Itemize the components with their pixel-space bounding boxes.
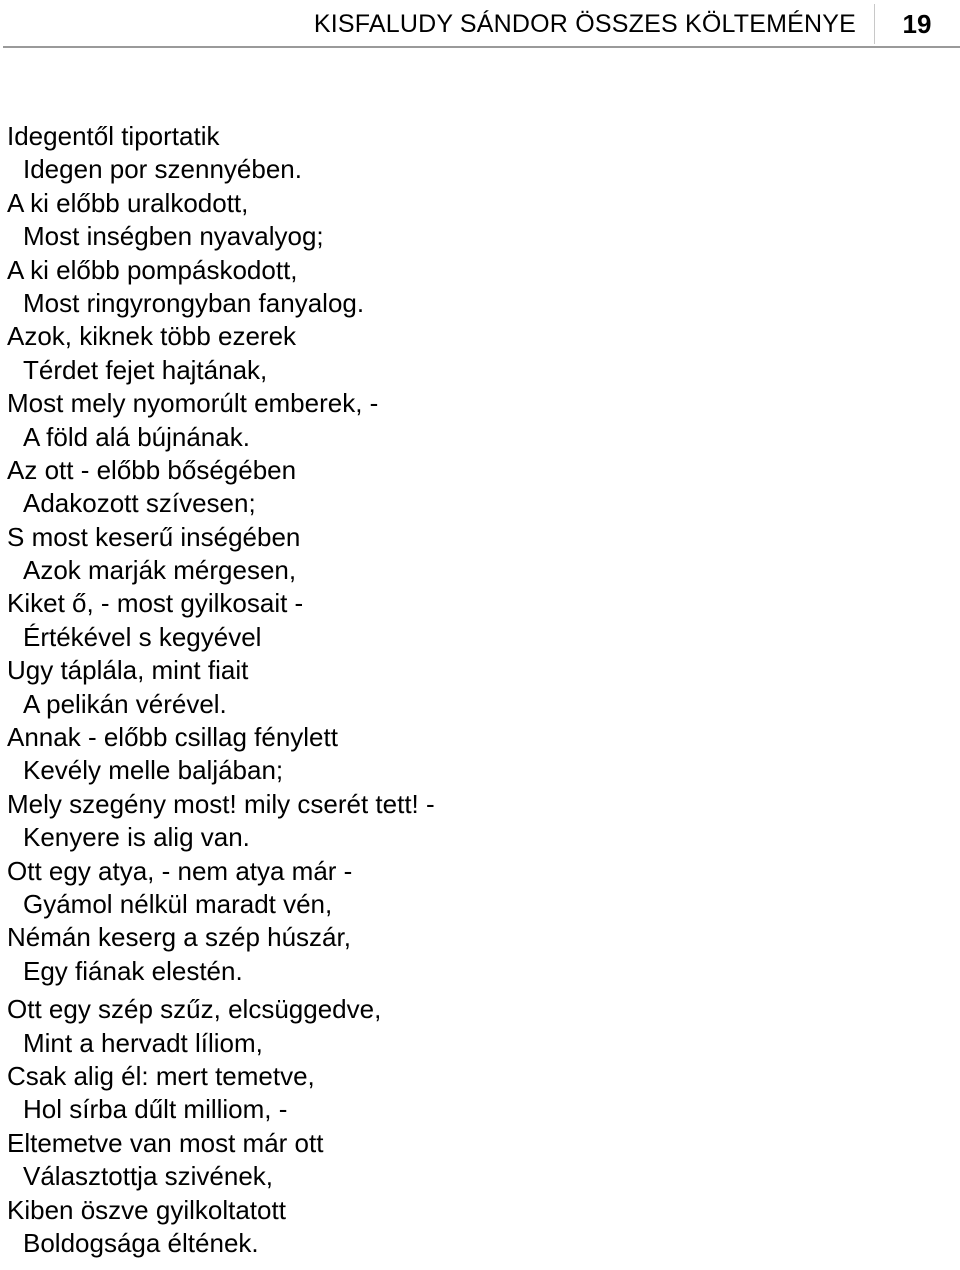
poem-line: A föld alá bújnának. — [23, 421, 250, 452]
poem-line: Most mely nyomorúlt emberek, - — [7, 388, 379, 419]
poem-line: Némán keserg a szép húszár, — [7, 922, 351, 953]
poem-line: Hol sírba dűlt milliom, - — [23, 1094, 288, 1125]
poem-line: Eltemetve van most már ott — [7, 1127, 324, 1158]
page-header — [0, 0, 960, 48]
poem-line: Kevély melle baljában; — [23, 755, 284, 786]
poem-line: Az ott - előbb bőségében — [7, 454, 297, 485]
poem-line: Gyámol nélkül maradt vén, — [23, 888, 333, 919]
poem-line: Adakozott szívesen; — [23, 488, 256, 519]
header-rule — [3, 46, 960, 48]
poem-line: Annak - előbb csillag fénylett — [7, 722, 338, 753]
poem-line: Boldogsága éltének. — [23, 1227, 259, 1258]
poem-line: Ott egy atya, - nem atya már - — [7, 855, 353, 886]
poem-line: Kiket ő, - most gyilkosait - — [7, 588, 304, 619]
poem-line: Azok, kiknek több ezerek — [7, 321, 297, 352]
poem-line: Választottja szivének, — [23, 1161, 274, 1192]
page-number: 19 — [902, 9, 932, 39]
poem-line: Idegen por szennyében. — [23, 154, 302, 185]
poem-line: Kiben öszve gyilkoltatott — [7, 1194, 286, 1225]
poem-line: Mint a hervadt líliom, — [23, 1027, 263, 1058]
poem-line: Egy fiának elestén. — [23, 955, 243, 986]
poem-line: Most inségben nyavalyog; — [23, 221, 324, 252]
poem-line: A ki előbb uralkodott, — [7, 187, 249, 218]
book-title: KISFALUDY SÁNDOR ÖSSZES KÖLTEMÉNYE — [313, 10, 856, 38]
poem-line: Idegentől tiportatik — [7, 121, 220, 151]
poem-line: Mely szegény most! mily cserét tett! - — [7, 788, 435, 819]
poem-line: S most keserű inségében — [7, 521, 301, 552]
poem-line: Értékével s kegyével — [23, 621, 262, 652]
poem-line: Ugy táplála, mint fiait — [7, 655, 249, 686]
poem-line: Kenyere is alig van. — [23, 822, 250, 853]
poem-line: Azok marják mérgesen, — [23, 555, 297, 586]
poem-line: Térdet fejet hajtának, — [23, 354, 268, 385]
poem-line: Csak alig él: mert temetve, — [7, 1060, 315, 1091]
poem-line: Most ringyrongyban fanyalog. — [23, 287, 365, 318]
poem-text — [7, 120, 947, 1260]
poem-line: A pelikán vérével. — [23, 688, 227, 719]
poem-line: Ott egy szép szűz, elcsüggedve, — [7, 994, 382, 1025]
poem-line: A ki előbb pompáskodott, — [7, 254, 298, 285]
